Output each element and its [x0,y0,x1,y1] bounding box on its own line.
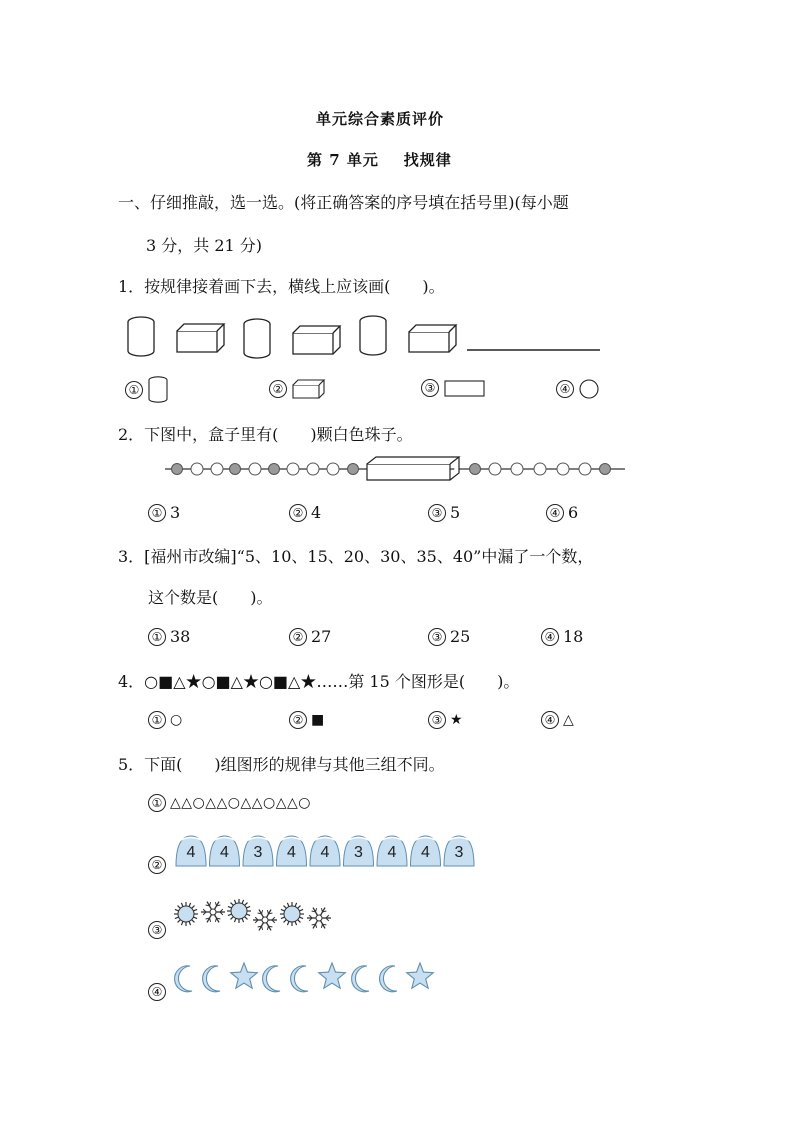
q1-text: 1．按规律接着画下去，横线上应该画( )。 [118,277,445,296]
gray-bead [269,464,280,475]
square-symbol: ■ [311,712,325,728]
option-mark: ② [148,856,166,874]
unit-subtitle: 第 7 单元 找规律 [307,151,452,169]
q3-option-1[interactable] [148,627,190,646]
q5-sun-snowflake-sequence [172,898,372,938]
gray-bead [600,464,611,475]
gray-bead [470,464,481,475]
box-icon [367,457,459,480]
q5-text: 5．下面( )组图形的规律与其他三组不同。 [118,755,445,774]
option-mark: ① [148,504,166,522]
circle-icon [578,378,602,400]
bell-digit: 3 [354,844,363,861]
option-mark: ② [289,628,307,646]
option-mark: ① [125,381,143,399]
option-value: 3 [170,503,181,522]
circle-symbol: ○ [170,712,183,728]
q3-text-line2: 这个数是( )。 [148,588,273,607]
bell-icon [243,836,273,866]
q3-option-3[interactable] [428,627,470,646]
white-bead [557,463,569,475]
q5-moon-star-sequence [172,960,442,1000]
q2-option-3[interactable] [428,503,460,522]
option-mark: ④ [546,504,564,522]
snowflake-icon [201,902,225,923]
section-heading-line1: 一、仔细推敲，选一选。(将正确答案的序号填在括号里)(每小题 [118,193,569,212]
bell-icon [377,836,407,866]
cuboid-icon [177,324,224,352]
q4-option-4[interactable] [541,711,574,729]
q1-option-4[interactable] [556,378,602,400]
moon-icon [175,966,192,992]
q1-sequence-figure [120,315,600,365]
option-value: 18 [563,627,584,646]
sun-icon [280,902,304,926]
white-bead [287,463,299,475]
moon-icon [352,966,369,992]
white-bead [579,463,591,475]
q3-option-4[interactable] [541,627,583,646]
sun-icon [227,899,251,923]
q2-option-4[interactable] [546,503,578,522]
option-value: 5 [450,503,461,522]
white-bead [327,463,339,475]
option-value: 27 [311,627,332,646]
cylinder-icon [360,316,386,355]
q3-text-line1: 3．[福州市改编]“5、10、15、20、30、35、40”中漏了一个数， [118,547,594,566]
option-value: 38 [170,627,191,646]
q4-option-2[interactable] [289,711,324,729]
moon-icon [203,966,220,992]
q1-option-2[interactable] [269,378,327,400]
bell-icon [344,836,374,866]
section-heading-line2: 3 分，共 21 分) [146,236,263,255]
bell-icon [210,836,240,866]
white-bead [191,463,203,475]
gray-bead [230,464,241,475]
star-icon [319,963,346,988]
q1-option-3[interactable] [421,378,487,398]
moon-icon [263,966,280,992]
star-icon [407,963,434,988]
white-bead [211,463,223,475]
option-value: 4 [311,503,322,522]
snowflake-icon [253,910,277,931]
option-mark: ③ [148,921,166,939]
q2-bead-string-figure [165,455,625,485]
q2-option-1[interactable] [148,503,180,522]
bell-icon [411,836,441,866]
triangle-symbol: △ [563,712,574,728]
cylinder-icon [128,317,154,356]
gray-bead [172,464,183,475]
option-mark: ③ [428,711,446,729]
q4-option-1[interactable] [148,711,182,729]
bell-digit: 4 [320,844,330,861]
moon-icon [380,966,397,992]
q5-bell-sequence [172,832,482,872]
bell-digit: 3 [454,844,464,861]
q5-option-1[interactable] [148,794,311,812]
option-mark: ③ [421,379,439,397]
option-mark: ④ [541,711,559,729]
gray-bead [348,464,359,475]
q2-text: 2．下图中，盒子里有( )颗白色珠子。 [118,425,413,444]
sun-icon [174,902,198,926]
rectangle-icon [443,378,487,398]
white-bead [534,463,546,475]
bell-digit: 4 [421,844,430,861]
option-mark: ③ [428,628,446,646]
snowflake-icon [307,908,331,929]
option-mark: ② [289,504,307,522]
q5-option-4[interactable] [148,983,170,1001]
bell-digit: 4 [186,844,196,861]
option-value: 25 [450,627,471,646]
star-icon [231,963,258,988]
option-mark: ③ [428,504,446,522]
bell-digit: 4 [220,844,229,861]
bell-digit: 4 [387,844,397,861]
white-bead [249,463,261,475]
small-cuboid-icon [291,378,327,400]
white-bead [489,463,501,475]
cuboid-icon [293,326,340,354]
q5-option-3[interactable] [148,921,170,939]
bell-digit: 4 [287,844,296,861]
option-mark: ④ [148,983,166,1001]
q5-option-2[interactable] [148,856,170,874]
option-mark: ④ [556,380,574,398]
option-mark: ① [148,794,166,812]
q1-option-1[interactable] [125,376,169,404]
cylinder-icon [244,319,270,358]
bell-icon [310,836,340,866]
bell-icon [444,836,474,866]
option-mark: ② [289,711,307,729]
moon-icon [291,966,308,992]
page-title: 单元综合素质评价 [316,110,445,128]
option-mark: ① [148,711,166,729]
white-bead [307,463,319,475]
option-mark: ② [269,380,287,398]
bell-icon [176,836,206,866]
q3-option-2[interactable] [289,627,331,646]
q4-option-3[interactable] [428,711,463,729]
q4-text: 4．○■△★○■△★○■△★……第 15 个图形是( )。 [118,672,520,691]
triangle-circle-sequence: △△○△△○△△○△△○ [170,795,311,811]
small-cylinder-icon [147,376,169,404]
option-mark: ④ [541,628,559,646]
option-value: 6 [568,503,579,522]
bell-digit: 3 [253,844,263,861]
q2-option-2[interactable] [289,503,321,522]
star-symbol: ★ [450,712,463,728]
cuboid-icon [409,325,456,352]
white-bead [511,463,523,475]
option-mark: ① [148,628,166,646]
bell-icon [277,836,307,866]
